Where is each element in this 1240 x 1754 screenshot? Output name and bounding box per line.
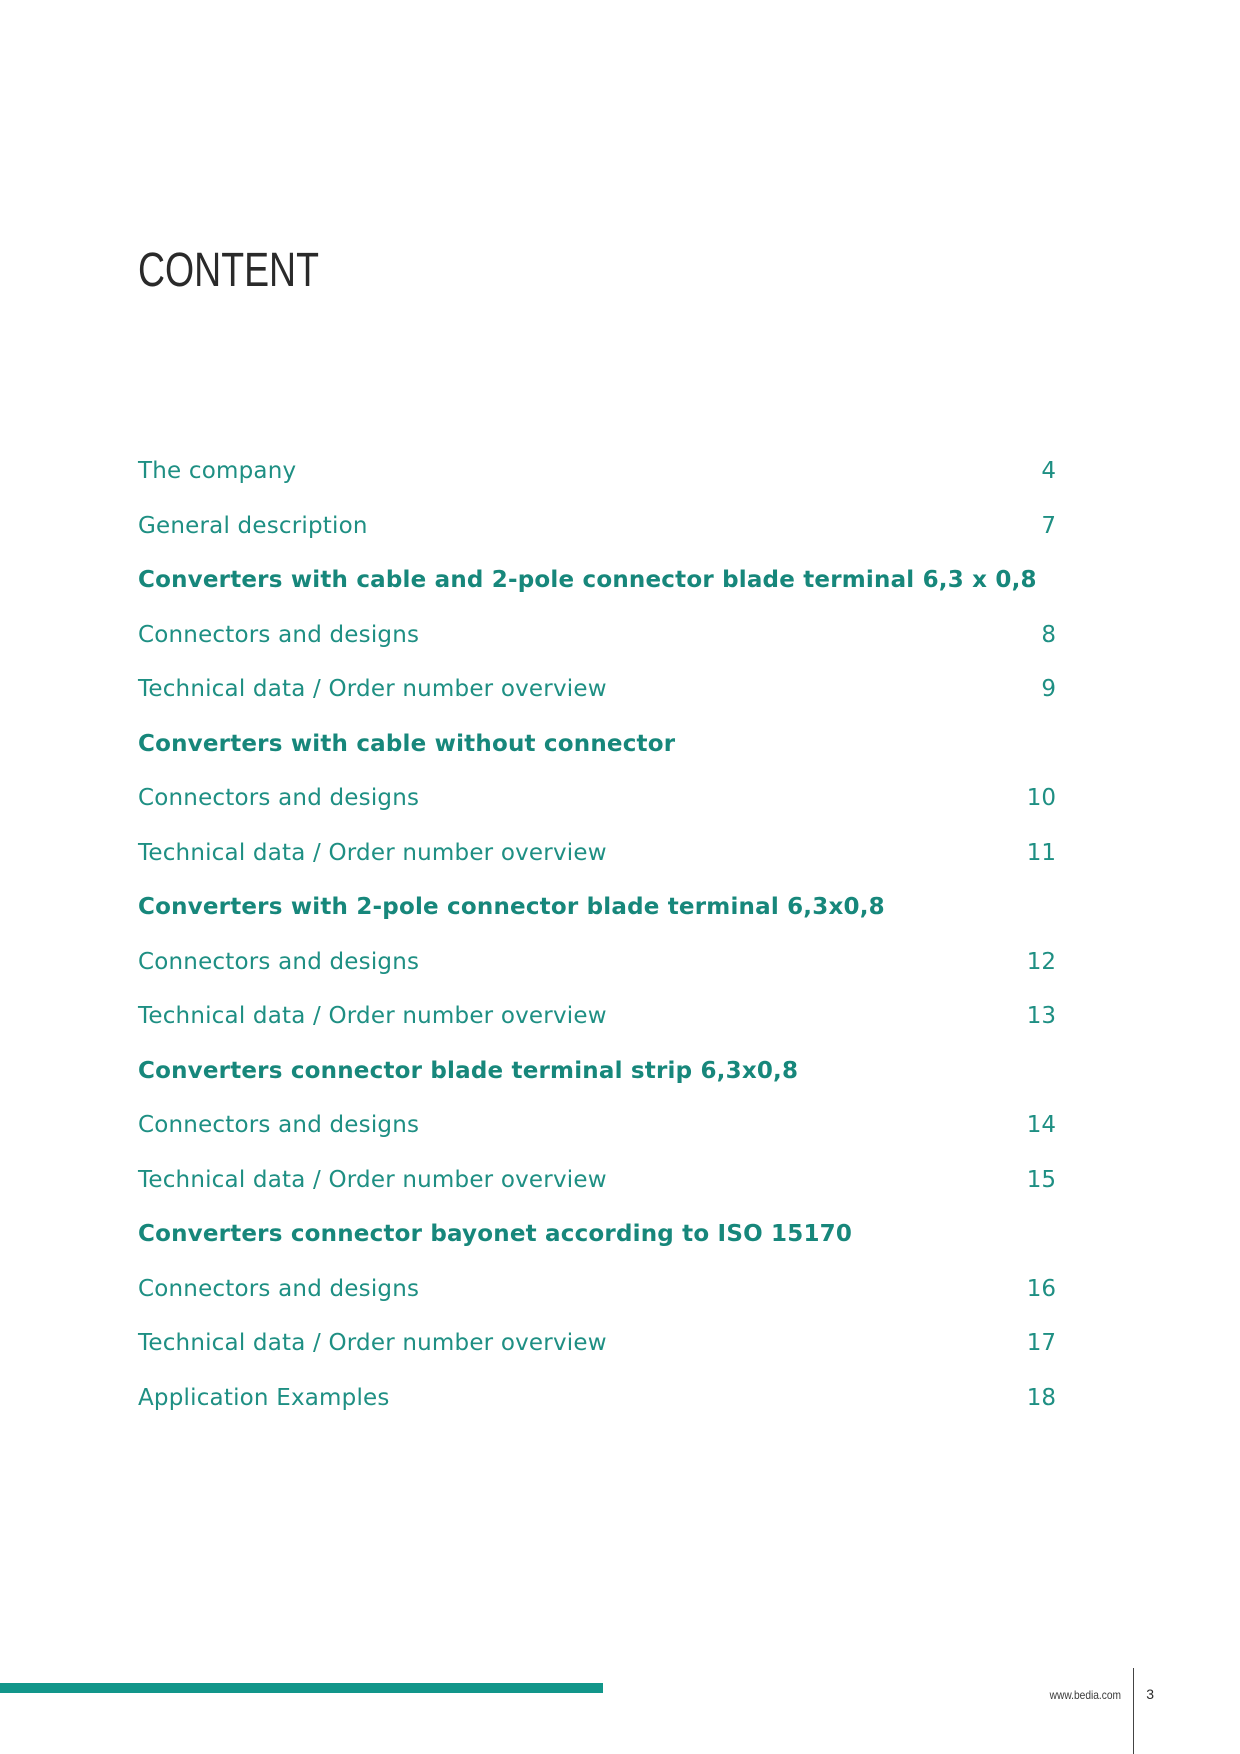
toc-row-9[interactable] xyxy=(138,935,1056,990)
toc-label: Application Examples xyxy=(138,1384,390,1411)
toc-row-1[interactable] xyxy=(138,499,1056,554)
toc-row-7[interactable] xyxy=(138,826,1056,881)
toc-row-10[interactable] xyxy=(138,989,1056,1044)
toc-page-number: 16 xyxy=(1026,1275,1056,1302)
toc-label: Connectors and designs xyxy=(138,948,420,975)
footer-divider xyxy=(1133,1668,1134,1754)
toc-section-heading-8 xyxy=(138,880,1056,935)
toc-row-13[interactable] xyxy=(138,1153,1056,1208)
toc-page-number: 15 xyxy=(1026,1166,1056,1193)
toc-page-number: 12 xyxy=(1026,948,1056,975)
toc-section-label: Converters connector blade terminal strip 6,3x0,8 xyxy=(138,1057,799,1084)
toc-section-label: Converters connector bayonet according to ISO 15170 xyxy=(138,1221,853,1248)
toc-page-number: 4 xyxy=(1041,458,1056,485)
toc-row-6[interactable] xyxy=(138,771,1056,826)
table-of-contents xyxy=(138,444,1056,1425)
footer-accent-bar xyxy=(0,1683,603,1693)
footer-page-number: 3 xyxy=(1146,1686,1154,1702)
toc-label: Technical data / Order number overview xyxy=(138,839,607,866)
toc-label: Technical data / Order number overview xyxy=(138,676,607,703)
toc-section-label: Converters with cable without connector xyxy=(138,730,676,757)
toc-row-15[interactable] xyxy=(138,1262,1056,1317)
toc-label: Connectors and designs xyxy=(138,785,420,812)
page-footer xyxy=(1037,1668,1154,1754)
toc-label: Technical data / Order number overview xyxy=(138,1003,607,1030)
footer-website-link[interactable]: www.bedia.com xyxy=(1049,1688,1122,1702)
toc-section-heading-5 xyxy=(138,717,1056,772)
toc-label: The company xyxy=(138,458,297,485)
toc-page-number: 10 xyxy=(1026,785,1056,812)
toc-label: Connectors and designs xyxy=(138,1275,420,1302)
toc-row-4[interactable] xyxy=(138,662,1056,717)
toc-page-number: 13 xyxy=(1026,1003,1056,1030)
toc-row-17[interactable] xyxy=(138,1371,1056,1426)
toc-row-0[interactable] xyxy=(138,444,1056,499)
toc-label: Technical data / Order number overview xyxy=(138,1330,607,1357)
toc-page-number: 14 xyxy=(1026,1112,1056,1139)
toc-page-number: 9 xyxy=(1041,676,1056,703)
toc-section-label: Converters with cable and 2-pole connector blade terminal 6,3 x 0,8 xyxy=(138,567,1037,594)
toc-row-3[interactable] xyxy=(138,608,1056,663)
toc-label: Connectors and designs xyxy=(138,621,420,648)
toc-section-label: Converters with 2-pole connector blade terminal 6,3x0,8 xyxy=(138,894,885,921)
toc-section-heading-2 xyxy=(138,553,1056,608)
toc-page-number: 11 xyxy=(1026,839,1056,866)
toc-row-12[interactable] xyxy=(138,1098,1056,1153)
toc-section-heading-11 xyxy=(138,1044,1056,1099)
toc-page-number: 18 xyxy=(1026,1384,1056,1411)
toc-label: Connectors and designs xyxy=(138,1112,420,1139)
toc-page-number: 8 xyxy=(1041,621,1056,648)
toc-page-number: 7 xyxy=(1041,512,1056,539)
toc-label: General description xyxy=(138,512,368,539)
toc-row-16[interactable] xyxy=(138,1316,1056,1371)
toc-label: Technical data / Order number overview xyxy=(138,1166,607,1193)
toc-page-number: 17 xyxy=(1026,1330,1056,1357)
toc-section-heading-14 xyxy=(138,1207,1056,1262)
page-title: CONTENT xyxy=(138,244,319,297)
